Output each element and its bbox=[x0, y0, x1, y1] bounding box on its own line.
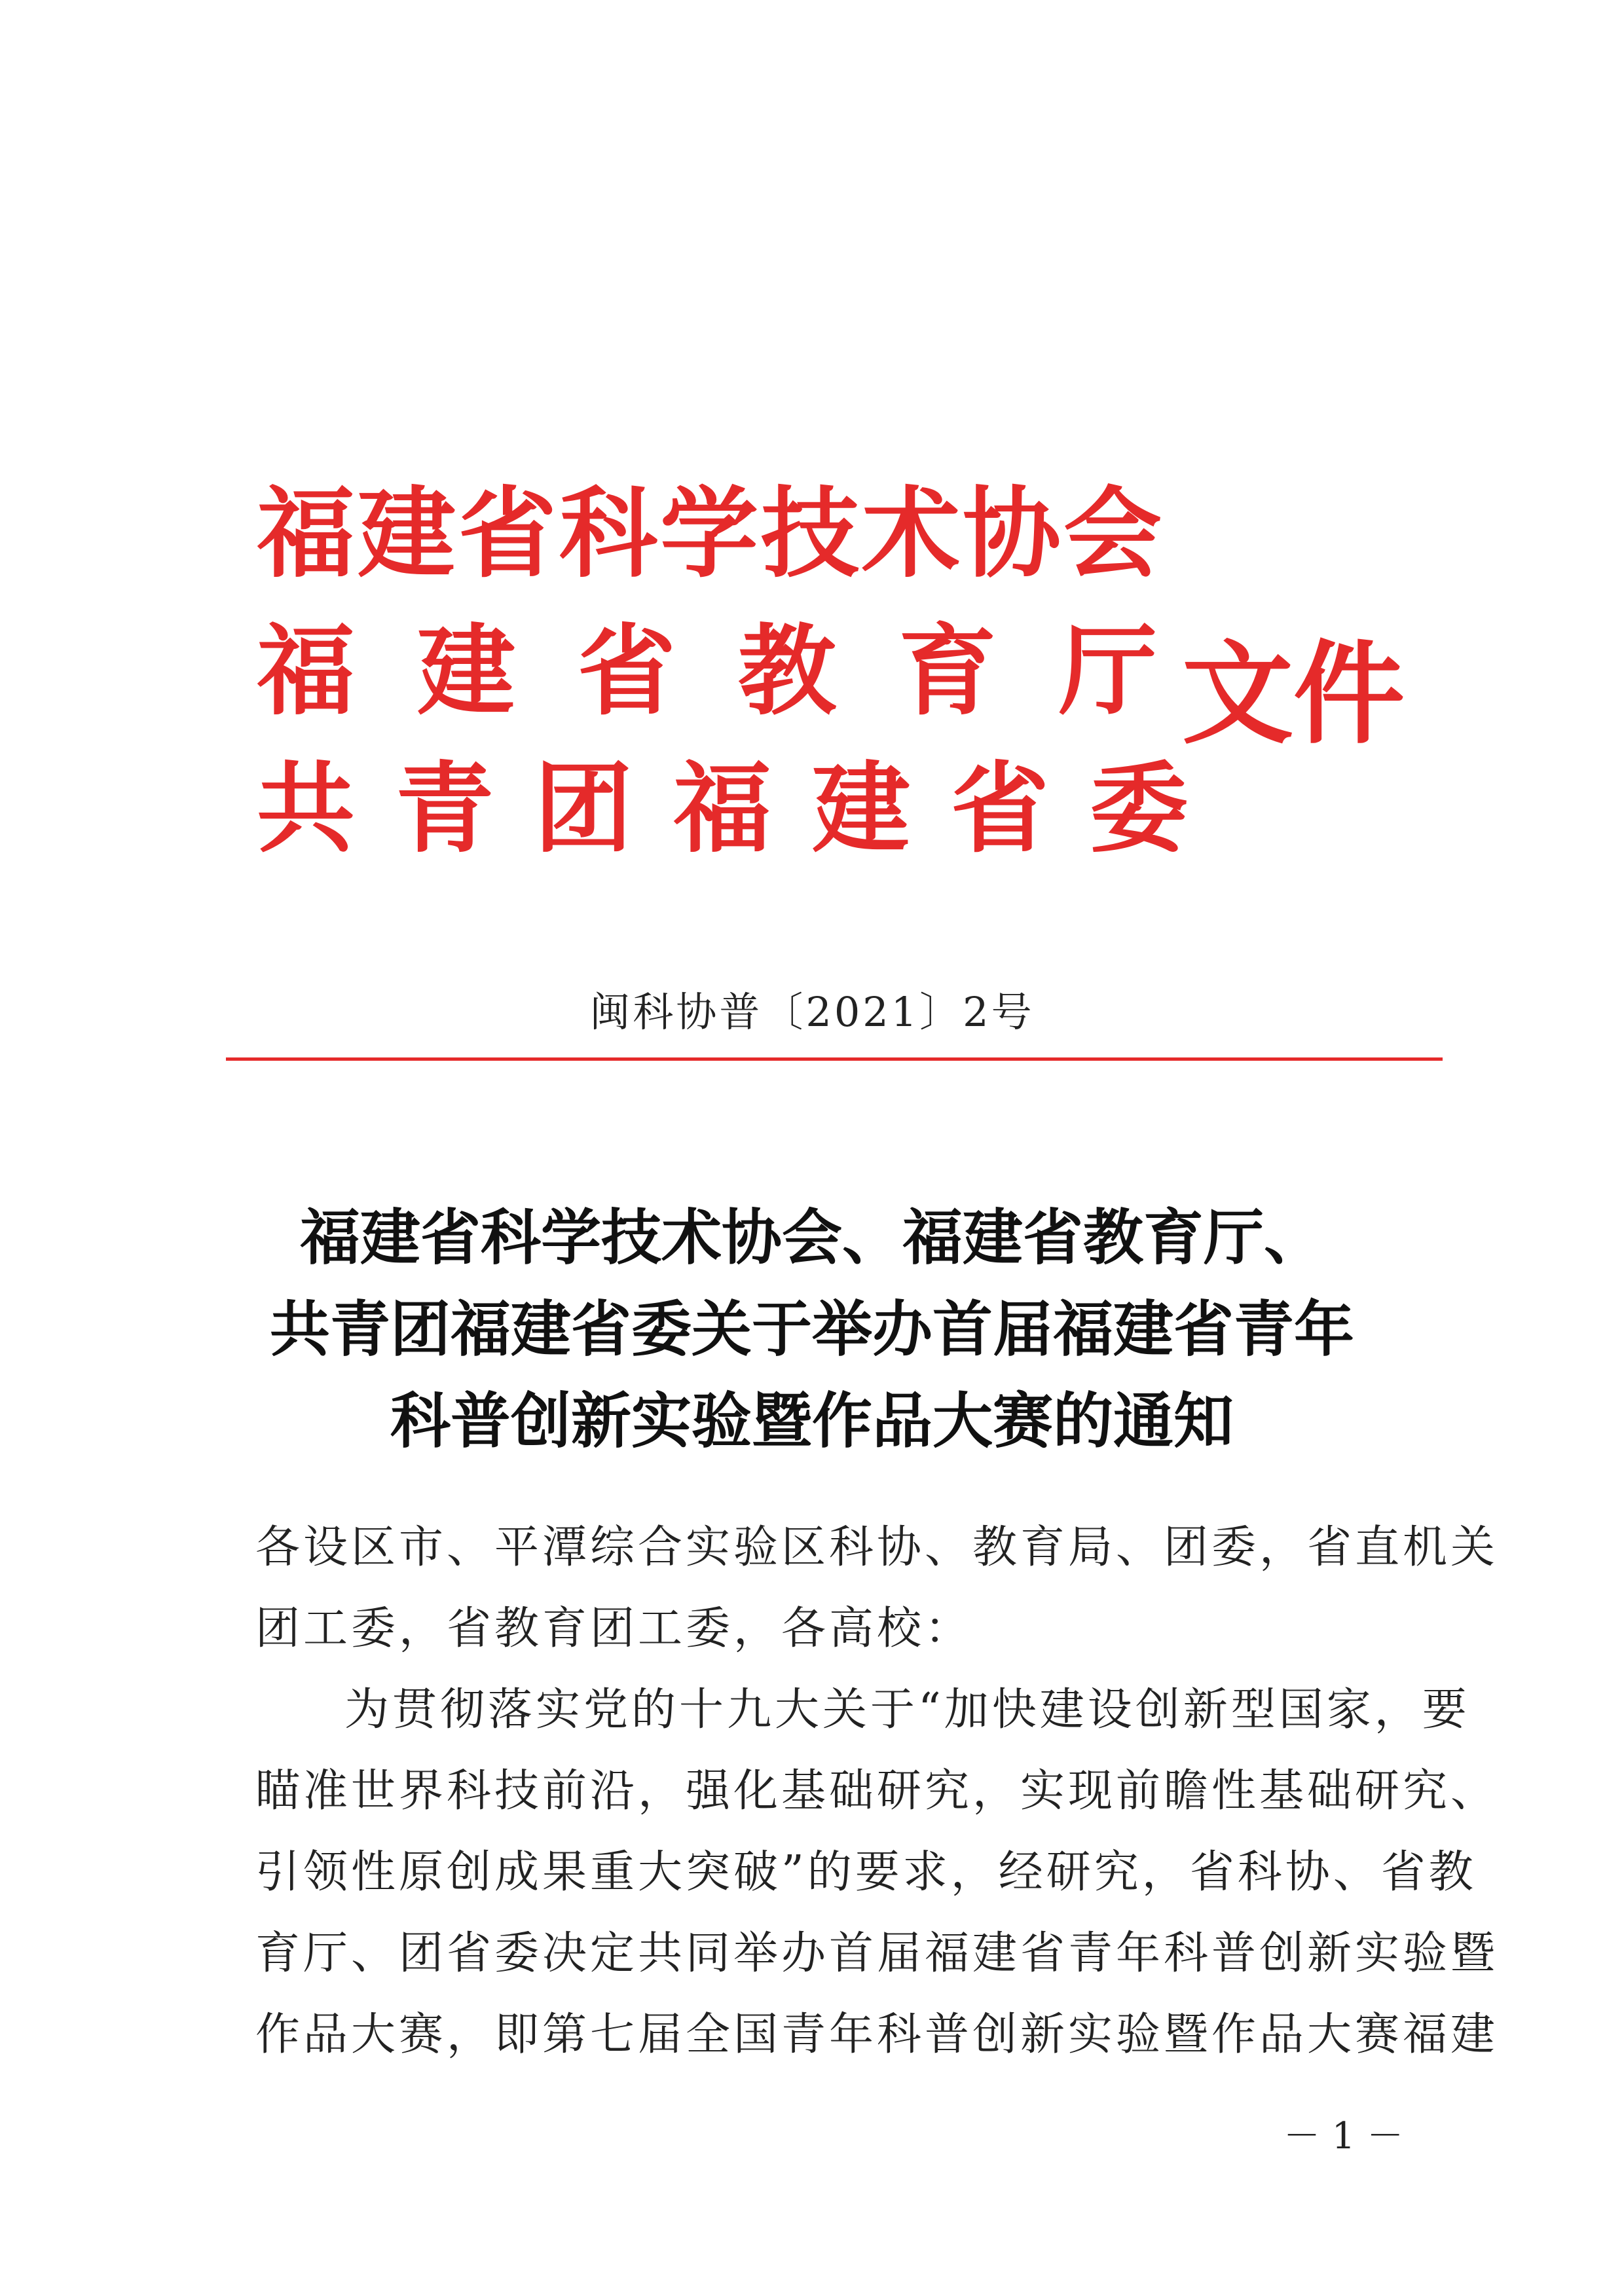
body-line-5: 引领性原创成果重大突破”的要求，经研究，省科协、省教 bbox=[255, 1846, 1477, 1898]
body-line-2: 团工委，省教育团工委，各高校： bbox=[255, 1603, 973, 1655]
doc-type-label: 文件 bbox=[1182, 629, 1405, 760]
title-line-3: 科普创新实验暨作品大赛的通知 bbox=[390, 1386, 1234, 1456]
doc-number: 闽科协普〔2021〕2号 bbox=[589, 988, 1035, 1036]
issuer-line-1: 福建省科学技术协会 bbox=[257, 476, 1165, 591]
notice-title bbox=[0, 1192, 1624, 1467]
header-divider bbox=[226, 1057, 1443, 1061]
page-number: － 1 － bbox=[1283, 2115, 1404, 2157]
body-line-1: 各设区市、平潭综合实验区科协、教育局、团委，省直机关 bbox=[255, 1522, 1499, 1573]
body-line-3: 为贯彻落实党的十九大关于“加快建设创新型国家，要 bbox=[344, 1684, 1470, 1736]
title-line-1: 福建省科学技术协会、福建省教育厅、 bbox=[299, 1202, 1324, 1273]
title-line-2: 共青团福建省委关于举办首届福建省青年 bbox=[269, 1294, 1354, 1365]
body-line-4: 瞄准世界科技前沿，强化基础研究，实现前瞻性基础研究、 bbox=[255, 1765, 1499, 1817]
issuer-line-2: 福建省教育厅 bbox=[257, 614, 1220, 729]
body-line-7: 作品大赛，即第七届全国青年科普创新实验暨作品大赛福建 bbox=[255, 2009, 1499, 2061]
issuer-line-3: 共青团福建省委 bbox=[257, 751, 1229, 866]
body-line-6: 育厅、团省委决定共同举办首届福建省青年科普创新实验暨 bbox=[255, 1928, 1499, 1979]
